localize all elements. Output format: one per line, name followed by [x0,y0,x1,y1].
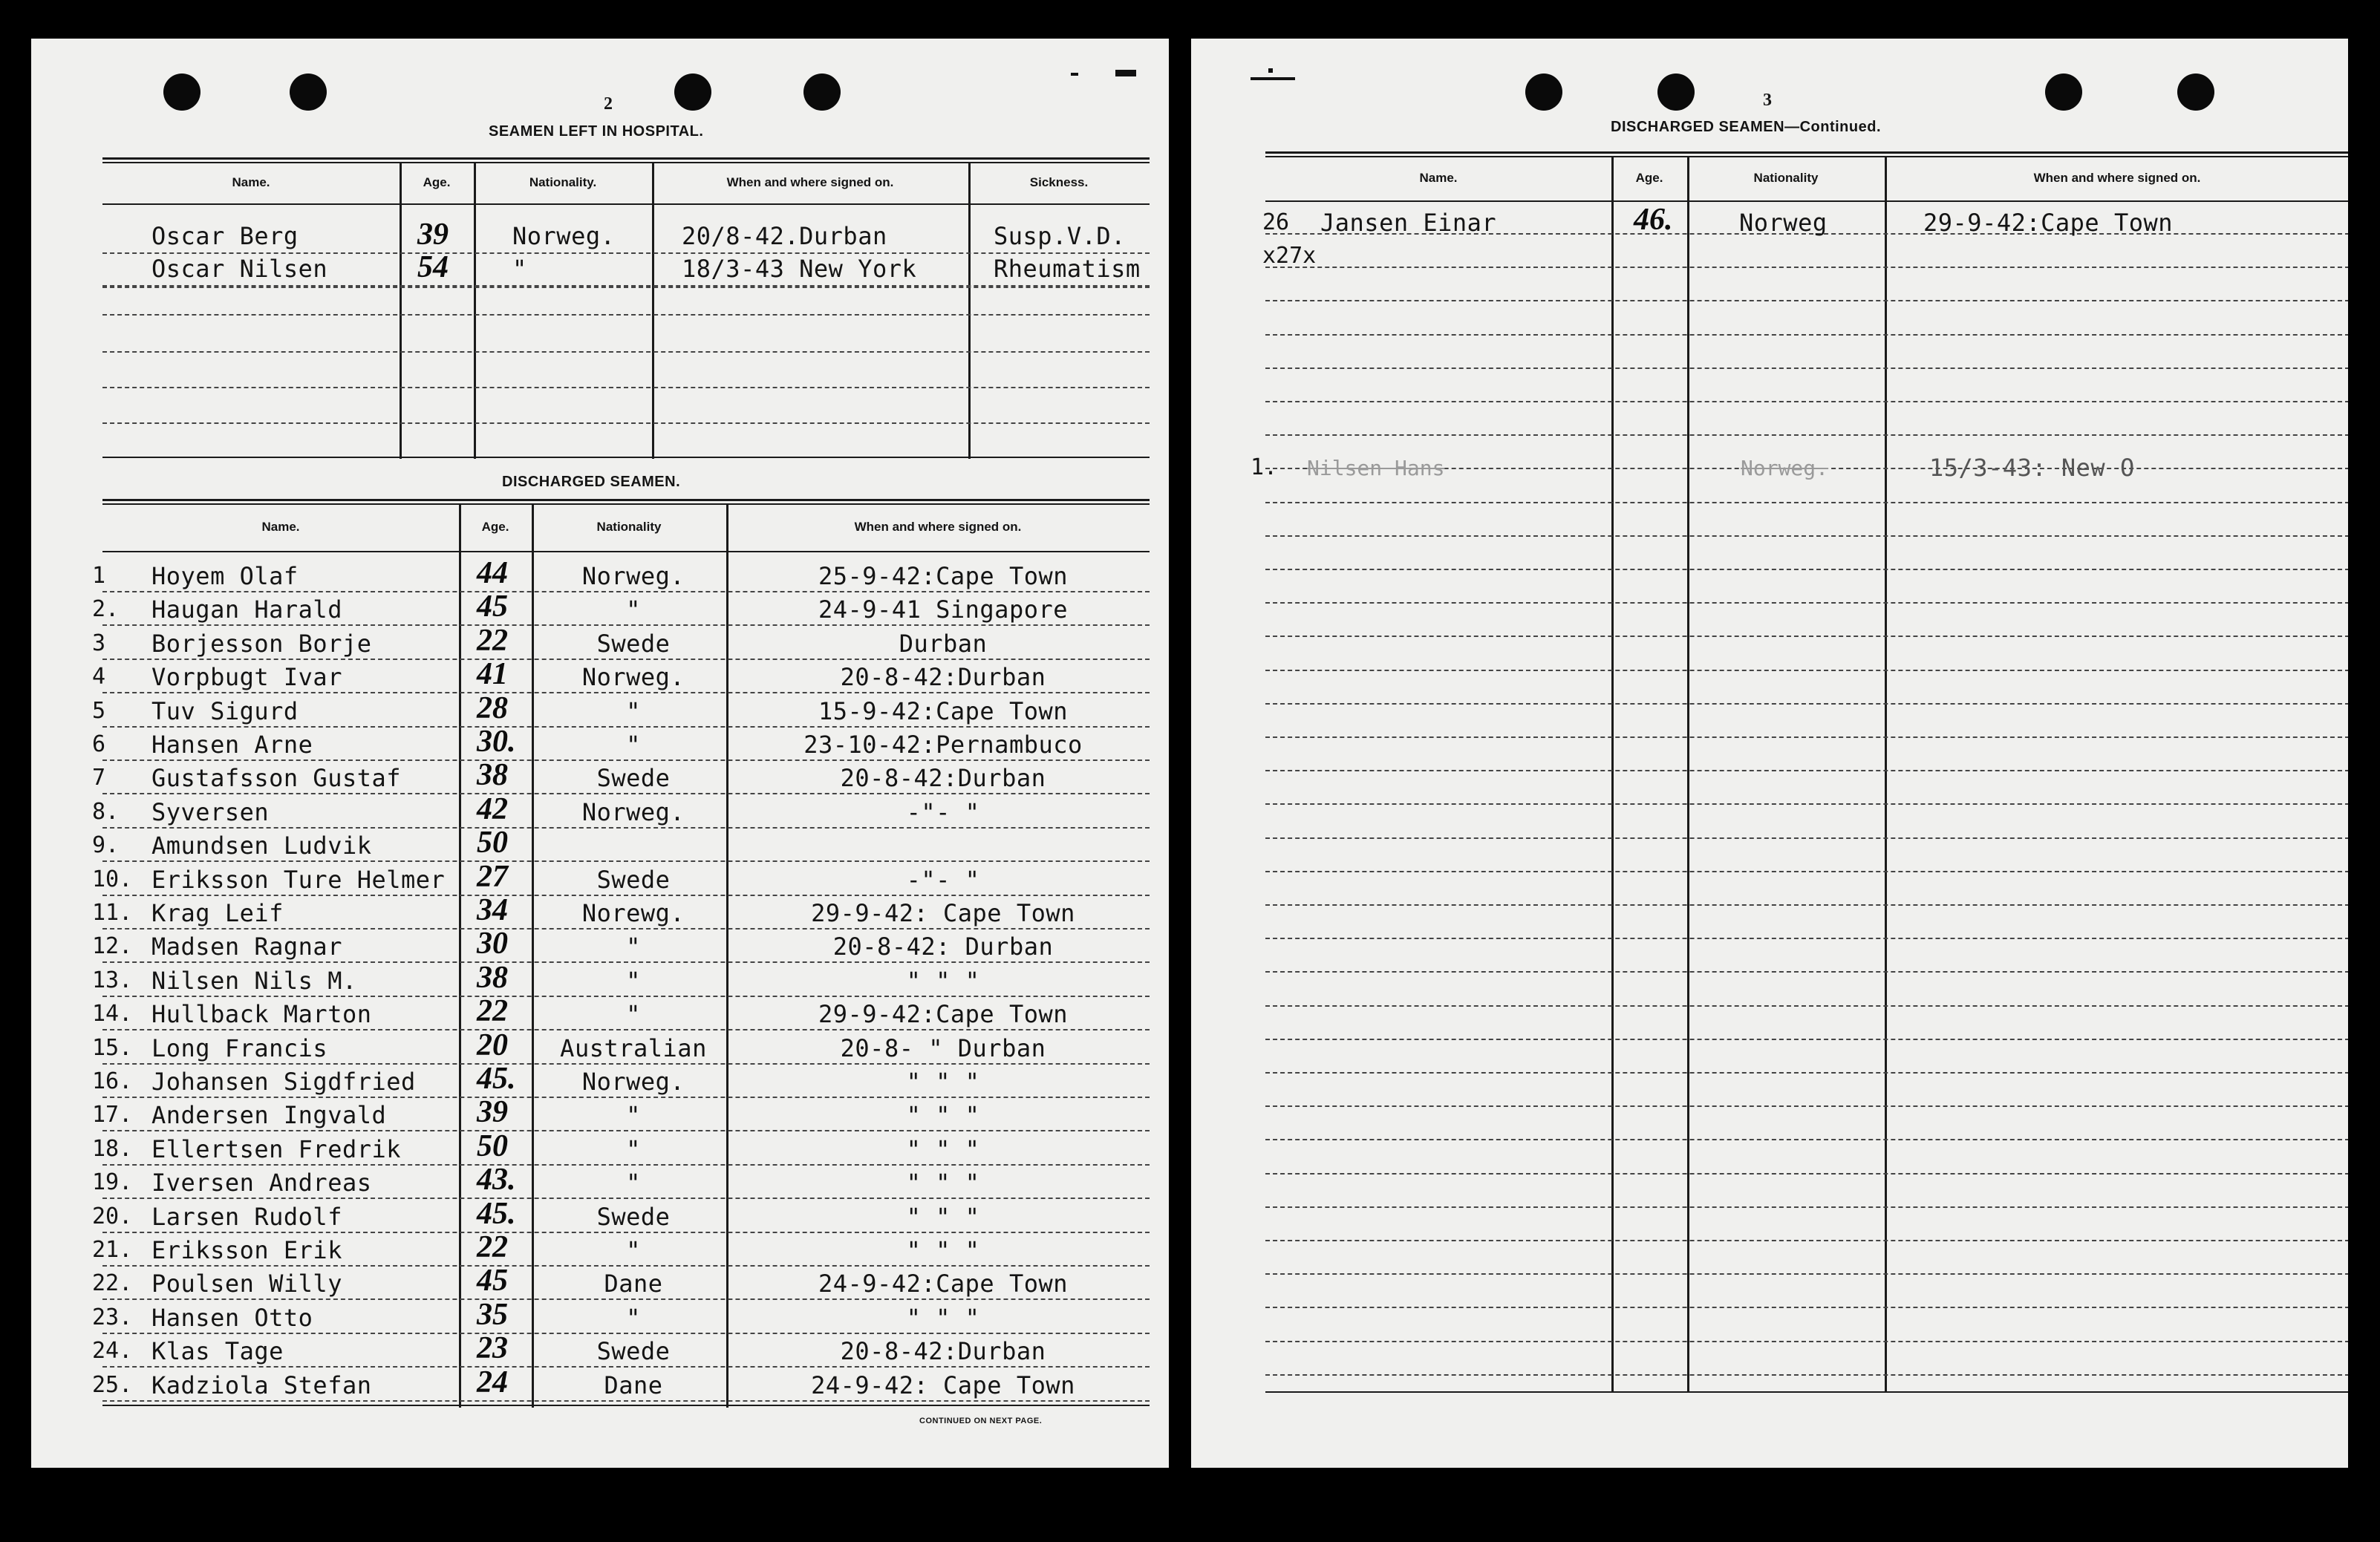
dotted-rule [1265,569,2348,570]
punch-hole [290,73,327,111]
discharged-signed-cell: " " " [906,1135,980,1163]
row-number: 9. [92,832,120,858]
discharged-name-cell: Borjesson Borje [151,630,372,658]
header-age: Age. [423,175,451,189]
dotted-rule [102,1333,1150,1334]
dotted-rule [102,285,1150,287]
dotted-rule [102,726,1150,728]
discharged-name-cell: Nilsen Nils M. [151,967,357,995]
discharged-age-cell: 30. [477,725,516,759]
discharged-age-cell: 27 [477,860,508,894]
header-name: Name. [232,175,270,189]
hospital-sickness-cell: Rheumatism [994,255,1141,283]
page-number: 2 [604,94,613,114]
row-number: 16. [92,1068,133,1094]
dotted-rule [1265,602,2348,604]
column-divider [968,162,971,459]
discharged-signed-cell: " " " [906,967,980,995]
struck-signed-cell: 15/3-43: New O [1929,454,2135,482]
dotted-rule [1265,502,2348,503]
hospital-sickness-cell: Susp.V.D. [994,222,1126,250]
dotted-rule [1265,300,2348,301]
struck-nationality-cell: Norweg. [1741,456,1829,480]
discharged-nationality-cell: Norweg. [581,562,685,590]
dotted-rule [1265,1374,2348,1376]
hospital-name-cell: Oscar Berg [151,222,299,250]
discharged-nationality-cell: Swede [596,764,671,792]
discharged-signed-cell: -"- " [906,866,980,894]
row-number: 1. [1251,454,1278,480]
discharged-nationality-cell: " [626,1169,641,1197]
discharged-name-cell: Ellertsen Fredrik [151,1135,402,1163]
dotted-rule [102,1164,1150,1166]
dotted-rule [1265,267,2348,268]
row-number: 22. [92,1270,133,1296]
row-number: 10. [92,866,133,892]
dotted-rule [1265,971,2348,973]
rule [102,1405,1150,1406]
discharged-name-cell: Klas Tage [151,1337,284,1365]
hospital-signed-cell: 20/8-42.Durban [682,222,887,250]
header-age: Age. [481,520,509,534]
discharged-age-cell: 50 [477,1129,508,1163]
discharged-nationality-cell: " [626,1101,641,1129]
discharged-name-cell: Hoyem Olaf [151,562,299,590]
dotted-rule [1265,670,2348,671]
dotted-rule [1265,837,2348,839]
dotted-rule [102,1366,1150,1368]
discharged-age-cell: 50 [477,826,508,860]
discharged-age-cell: 24 [477,1365,508,1399]
rule [102,457,1150,458]
discharged-name-cell: Hansen Arne [151,731,313,759]
dotted-rule [1265,1206,2348,1208]
discharged-age-cell: 22 [477,624,508,658]
rule [102,157,1150,160]
dotted-rule [102,1400,1150,1402]
row-number: 14. [92,1001,133,1027]
dotted-rule [102,1063,1150,1065]
discharged-name-cell: Syversen [151,798,270,826]
punch-hole [674,73,711,111]
header-signed-on: When and where signed on. [2033,171,2201,185]
rule [1265,151,2348,154]
discharged-age-cell: 20 [477,1028,508,1062]
discharged-name-cell: Jansen Einar [1320,209,1497,237]
discharged-name-cell: Gustafsson Gustaf [151,764,402,792]
discharged-nationality-cell: Norewg. [581,899,685,927]
column-divider [652,162,654,459]
discharged-nationality-cell: Swede [596,866,671,894]
discharged-nationality-cell: " [626,932,641,961]
dotted-rule [1265,904,2348,906]
column-divider [532,503,534,1408]
section-title-hospital: SEAMEN LEFT IN HOSPITAL. [489,123,704,140]
punch-hole [2177,73,2214,111]
right-page [1191,39,2348,1468]
header-signed-on: When and where signed on. [726,175,894,189]
discharged-name-cell: Eriksson Erik [151,1236,342,1264]
rule [102,503,1150,505]
hospital-age-cell: 39 [417,218,449,252]
discharged-nationality-cell: " [626,595,641,624]
discharged-age-cell: 45. [477,1062,516,1096]
discharged-nationality-cell: " [626,1304,641,1332]
hospital-nationality-cell: " [512,255,527,283]
discharged-age-cell: 42 [477,792,508,826]
ink-smudge [1268,68,1273,73]
header-signed-on: When and where signed on. [854,520,1022,534]
discharged-name-cell: Long Francis [151,1034,328,1062]
row-number: 19. [92,1169,133,1195]
discharged-signed-cell: 29-9-42:Cape Town [1923,209,2174,237]
hospital-age-cell: 54 [417,250,449,284]
discharged-name-cell: Krag Leif [151,899,284,927]
header-nationality: Nationality [1753,171,1819,185]
ink-smudge [1115,70,1136,76]
dotted-rule [102,895,1150,896]
discharged-age-cell: 44 [477,556,508,590]
dotted-rule [102,422,1150,424]
ink-smudge [1251,77,1295,80]
discharged-age-cell: 35 [477,1298,508,1332]
discharged-age-cell: 30 [477,927,508,961]
discharged-name-cell: Tuv Sigurd [151,697,299,725]
discharged-nationality-cell: " [626,1000,641,1028]
row-number: x27x [1262,243,1317,269]
section-title: DISCHARGED SEAMEN—Continued. [1611,119,1881,135]
row-number: 12. [92,933,133,959]
discharged-signed-cell: 23-10-42:Pernambuco [803,731,1083,759]
discharged-age-cell: 34 [477,893,508,927]
discharged-age-cell: 23 [477,1331,508,1365]
discharged-signed-cell: " " " [906,1304,980,1332]
dotted-rule [102,1298,1150,1300]
discharged-signed-cell: 24-9-42: Cape Town [811,1371,1075,1399]
discharged-name-cell: Johansen Sigdfried [151,1068,416,1096]
row-number: 1 [92,563,106,589]
discharged-signed-cell: 15-9-42:Cape Town [818,697,1068,725]
dotted-rule [102,287,1150,288]
dotted-rule [102,351,1150,353]
discharged-signed-cell: 20-8-42:Durban [840,764,1046,792]
row-number: 23. [92,1304,133,1330]
discharged-signed-cell: Durban [899,630,988,658]
dotted-rule [102,759,1150,761]
page-number: 3 [1763,91,1772,110]
discharged-signed-cell: " " " [906,1169,980,1197]
discharged-age-cell: 28 [477,691,508,725]
header-sickness: Sickness. [1029,175,1089,189]
row-number: 5 [92,698,106,724]
dotted-rule [102,387,1150,388]
dotted-rule [102,928,1150,930]
row-number: 2. [92,596,120,622]
hospital-name-cell: Oscar Nilsen [151,255,328,283]
dotted-rule [1265,1005,2348,1007]
discharged-signed-cell: 20-8-42:Durban [840,1337,1046,1365]
row-number: 20. [92,1203,133,1229]
discharged-nationality-cell: Norweg. [581,798,685,826]
dotted-rule [102,1130,1150,1131]
rule [102,162,1150,163]
rule [102,551,1150,552]
dotted-rule [1265,803,2348,805]
discharged-name-cell: Larsen Rudolf [151,1203,342,1231]
punch-hole [803,73,841,111]
discharged-age-cell: 41 [477,657,508,691]
rule [1265,156,2348,157]
footer-note: CONTINUED ON NEXT PAGE. [919,1417,1043,1425]
discharged-age-cell: 38 [477,758,508,792]
discharged-name-cell: Iversen Andreas [151,1169,372,1197]
discharged-signed-cell: 29-9-42:Cape Town [818,1000,1068,1028]
discharged-nationality-cell: " [626,967,641,995]
header-age: Age. [1635,171,1663,185]
discharged-age-cell: 43. [477,1163,516,1197]
dotted-rule [102,961,1150,963]
hospital-nationality-cell: Norweg. [512,222,616,250]
dotted-rule [1265,434,2348,436]
discharged-name-cell: Amundsen Ludvik [151,832,372,860]
row-number: 18. [92,1136,133,1162]
dotted-rule [1265,1039,2348,1040]
header-nationality: Nationality. [529,175,597,189]
row-number: 21. [92,1237,133,1263]
header-nationality: Nationality [596,520,662,534]
discharged-nationality-cell: " [626,697,641,725]
discharged-signed-cell: 20-8-42:Durban [840,663,1046,691]
discharged-nationality-cell: Australian [560,1034,707,1062]
dotted-rule [1265,871,2348,872]
discharged-name-cell: Vorpbugt Ivar [151,663,342,691]
dotted-rule [1265,1240,2348,1241]
dotted-rule [1265,1341,2348,1342]
discharged-signed-cell: -"- " [906,798,980,826]
dotted-rule [102,252,1150,254]
column-divider [459,503,461,1408]
discharged-nationality-cell: Norweg. [581,663,685,691]
row-number: 24. [92,1338,133,1364]
row-number: 15. [92,1035,133,1061]
discharged-age-cell: 46. [1634,203,1673,237]
dotted-rule [1265,770,2348,771]
dotted-rule [1265,1105,2348,1107]
rule [102,203,1150,205]
discharged-name-cell: Hullback Marton [151,1000,372,1028]
discharged-name-cell: Kadziola Stefan [151,1371,372,1399]
discharged-nationality-cell: Norweg. [581,1068,685,1096]
punch-hole [1525,73,1562,111]
rule [1265,1391,2348,1393]
discharged-age-cell: 22 [477,1230,508,1264]
discharged-signed-cell: 24-9-41 Singapore [818,595,1068,624]
dotted-rule [102,1265,1150,1267]
section-title-discharged: DISCHARGED SEAMEN. [502,474,681,490]
discharged-signed-cell: " " " [906,1236,980,1264]
discharged-name-cell: Poulsen Willy [151,1270,342,1298]
discharged-name-cell: Andersen Ingvald [151,1101,387,1129]
dotted-rule [1265,367,2348,369]
dotted-rule [1265,1273,2348,1275]
row-number: 6 [92,731,106,757]
dotted-rule [1265,401,2348,402]
discharged-nationality-cell: Swede [596,1203,671,1231]
dotted-rule [102,624,1150,626]
row-number: 7 [92,765,106,791]
row-number: 26 [1262,209,1290,235]
dotted-rule [1265,334,2348,336]
dotted-rule [102,314,1150,316]
row-number: 13. [92,967,133,993]
row-number: 8. [92,799,120,825]
dotted-rule [102,860,1150,862]
rule [102,499,1150,501]
discharged-nationality-cell: " [626,1236,641,1264]
row-number: 4 [92,664,106,690]
hospital-signed-cell: 18/3-43 New York [682,255,917,283]
dotted-rule [102,827,1150,829]
struck-name-cell: Nilsen Hans [1307,456,1445,480]
dotted-rule [102,793,1150,794]
left-page [31,39,1169,1468]
row-number: 25. [92,1372,133,1398]
dotted-rule [1265,1139,2348,1140]
discharged-age-cell: 22 [477,994,508,1028]
discharged-signed-cell: " " " [906,1101,980,1129]
discharged-age-cell: 45 [477,589,508,624]
dotted-rule [1265,636,2348,637]
dotted-rule [102,996,1150,997]
discharged-signed-cell: 20-8-42: Durban [832,932,1054,961]
discharged-nationality-cell: Dane [604,1270,663,1298]
dotted-rule [1265,1173,2348,1175]
discharged-nationality-cell: " [626,1135,641,1163]
column-divider [474,162,476,459]
discharged-signed-cell: " " " [906,1068,980,1096]
discharged-signed-cell: 29-9-42: Cape Town [811,899,1075,927]
discharged-age-cell: 45 [477,1264,508,1298]
column-divider [726,503,728,1408]
row-number: 11. [92,900,133,926]
discharged-age-cell: 38 [477,961,508,995]
punch-hole [1657,73,1695,111]
discharged-name-cell: Madsen Ragnar [151,932,342,961]
discharged-nationality-cell: Swede [596,630,671,658]
dotted-rule [102,1232,1150,1233]
dotted-rule [102,591,1150,592]
dotted-rule [102,1097,1150,1098]
discharged-name-cell: Haugan Harald [151,595,342,624]
rule [1265,200,2348,202]
discharged-name-cell: Eriksson Ture Helmer [151,866,446,894]
row-number: 17. [92,1102,133,1128]
discharged-age-cell: 39 [477,1095,508,1129]
dotted-rule [1265,1072,2348,1074]
discharged-signed-cell: 20-8- " Durban [840,1034,1046,1062]
dotted-rule [1265,1307,2348,1308]
discharged-signed-cell: 24-9-42:Cape Town [818,1270,1068,1298]
discharged-nationality-cell: Swede [596,1337,671,1365]
ink-smudge [1071,73,1078,76]
dotted-rule [1265,736,2348,738]
dotted-rule [102,1198,1150,1199]
discharged-age-cell: 45. [477,1197,516,1231]
punch-hole [163,73,200,111]
dotted-rule [1265,535,2348,537]
discharged-name-cell: Hansen Otto [151,1304,313,1332]
discharged-nationality-cell: Dane [604,1371,663,1399]
discharged-signed-cell: 25-9-42:Cape Town [818,562,1068,590]
punch-hole [2045,73,2082,111]
dotted-rule [102,1029,1150,1030]
column-divider [400,162,402,459]
dotted-rule [1265,703,2348,705]
header-name: Name. [261,520,300,534]
dotted-rule [102,659,1150,660]
discharged-nationality-cell: " [626,731,641,759]
discharged-nationality-cell: Norweg [1739,209,1828,237]
dotted-rule [102,692,1150,693]
discharged-signed-cell: " " " [906,1203,980,1231]
header-name: Name. [1419,171,1458,185]
dotted-rule [1265,938,2348,939]
row-number: 3 [92,630,106,656]
